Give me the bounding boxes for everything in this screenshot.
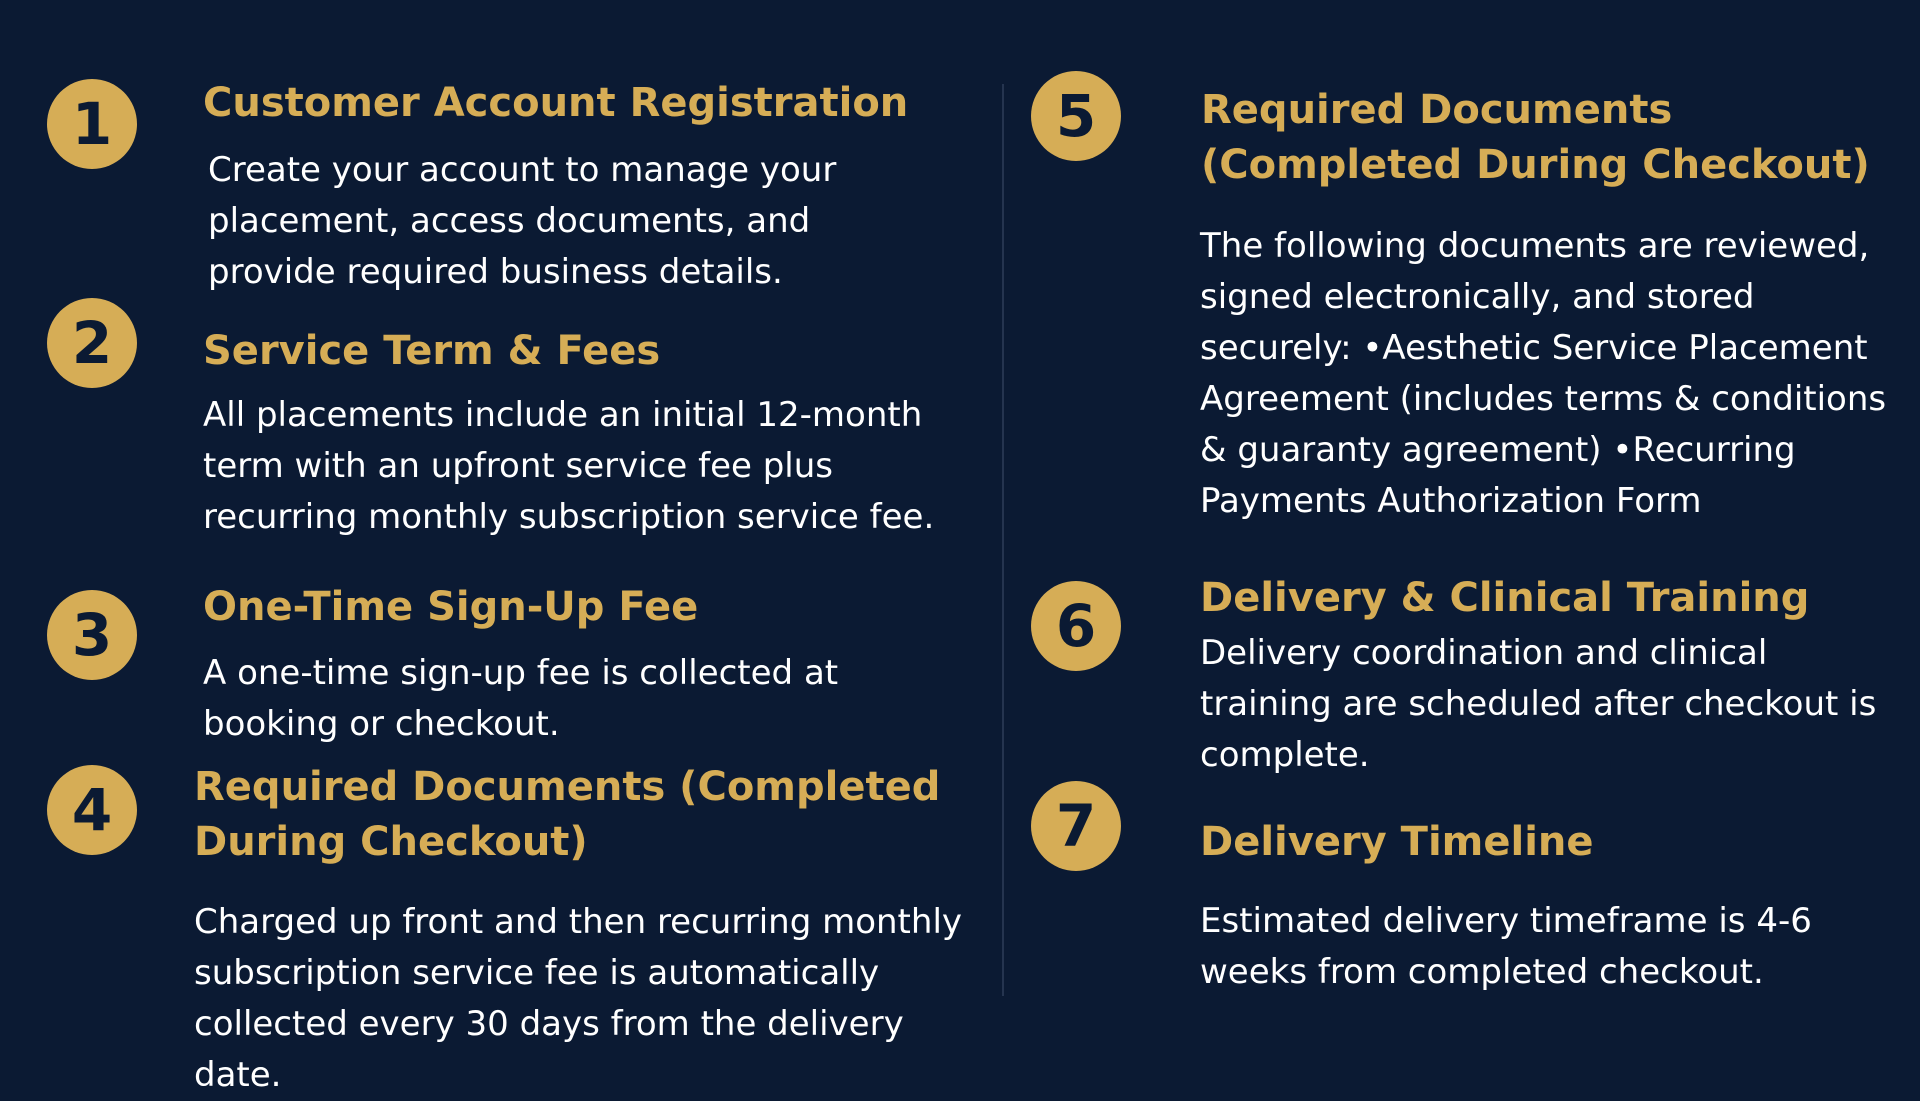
step-2-number-badge: 2	[47, 298, 137, 388]
step-4-number-badge: 4	[47, 765, 137, 855]
step-6-number-badge: 6	[1031, 581, 1121, 671]
step-4-title: Required Documents (Completed During Checkout)	[194, 764, 941, 865]
step-6-description: Delivery coordination and clinical training are scheduled after checkout is complete.	[1200, 633, 1877, 775]
step-3-number-badge: 3	[47, 590, 137, 680]
step-5-title: Required Documents (Completed During Checkout)	[1201, 87, 1870, 188]
step-5-description: The following documents are reviewed, signed electronically, and stored securely: •Aesthetic Service Placement Agreement (includes terms & conditions & guaranty agreement) •Recurring Payments Authorization Form	[1200, 226, 1887, 521]
step-1-number-badge: 1	[47, 79, 137, 169]
step-2-title: Service Term & Fees	[203, 328, 661, 374]
step-7-description: Estimated delivery timeframe is 4-6 weeks from completed checkout.	[1200, 901, 1812, 992]
step-1-title: Customer Account Registration	[203, 80, 909, 126]
step-3-title: One-Time Sign-Up Fee	[203, 584, 699, 630]
step-7-number-badge: 7	[1031, 781, 1121, 871]
column-divider	[1002, 84, 1004, 996]
step-5-number-badge: 5	[1031, 71, 1121, 161]
step-4-description: Charged up front and then recurring monthly subscription service fee is automatically collected every 30 days from the delivery date.	[194, 902, 963, 1095]
step-3-description: A one-time sign-up fee is collected at booking or checkout.	[203, 653, 839, 744]
step-6-title: Delivery & Clinical Training	[1200, 575, 1810, 621]
step-7-title: Delivery Timeline	[1200, 819, 1594, 865]
step-1-description: Create your account to manage your placement, access documents, and provide required business details.	[208, 150, 837, 292]
step-2-description: All placements include an initial 12-month term with an upfront service fee plus recurring monthly subscription service fee.	[203, 395, 935, 537]
